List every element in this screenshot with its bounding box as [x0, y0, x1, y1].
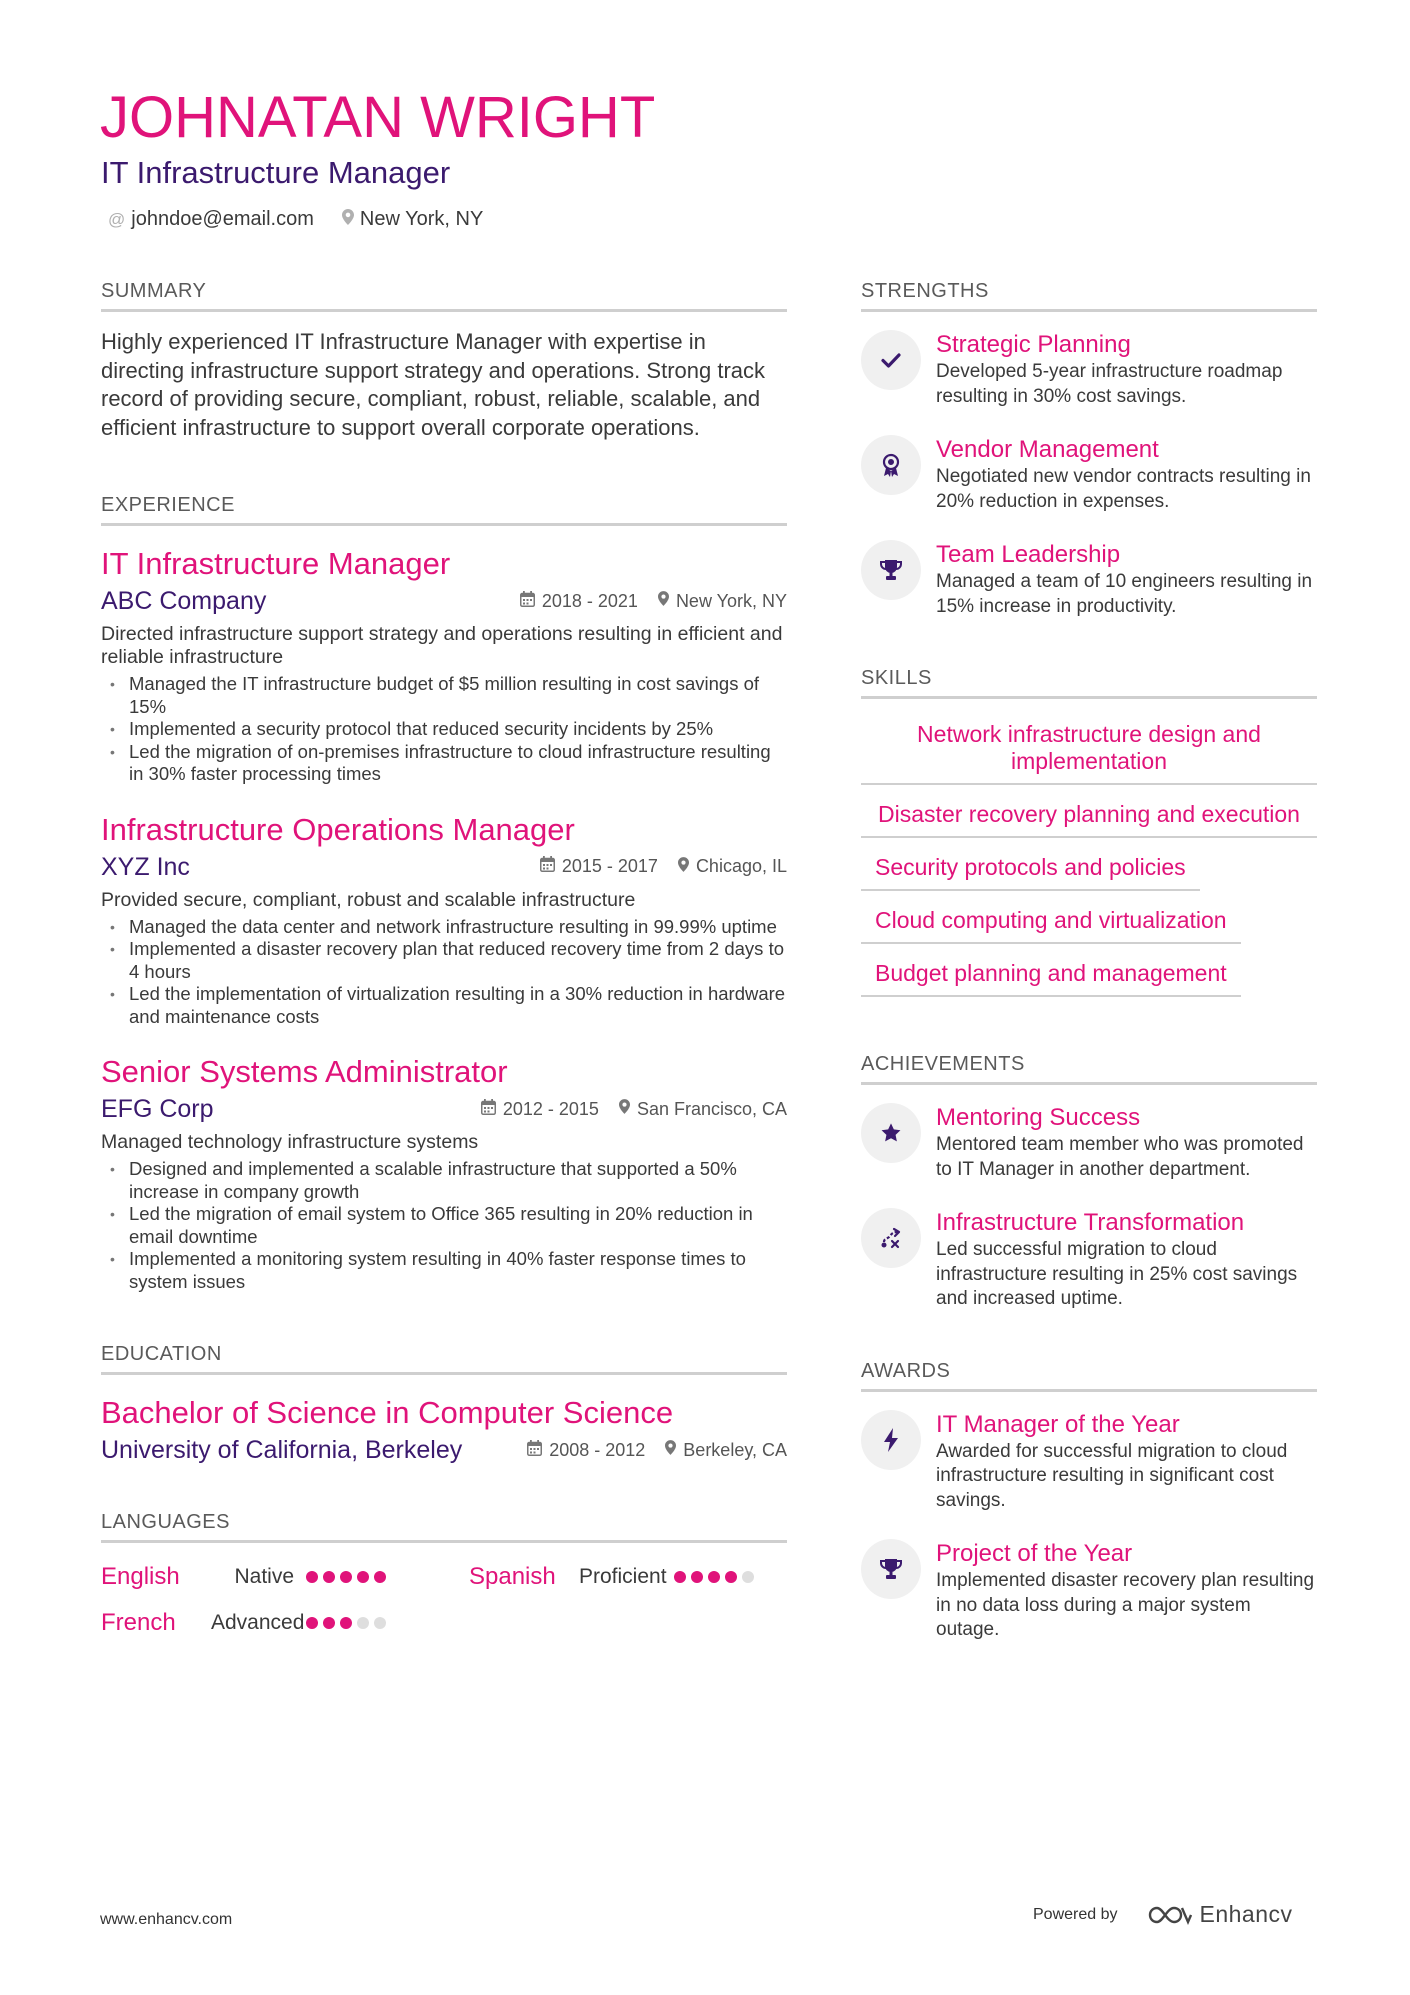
location-pin-icon — [665, 1440, 676, 1460]
calendar-icon — [481, 1099, 496, 1120]
achievements-heading: ACHIEVEMENTS — [861, 1051, 1317, 1085]
language-level: Native — [234, 1565, 294, 1588]
rating-dot-filled — [691, 1571, 703, 1583]
job-title: Senior Systems Administrator — [101, 1054, 508, 1089]
check-icon — [861, 330, 921, 390]
location-pin-icon — [342, 209, 354, 230]
brand-name: Enhancv — [1199, 1901, 1293, 1927]
award-body — [936, 1539, 1317, 1643]
job-entry — [101, 546, 787, 786]
trophy-icon — [861, 540, 921, 600]
job-dates — [540, 856, 658, 877]
achievement-body — [936, 1103, 1317, 1182]
degree-title: Bachelor of Science in Computer Science — [101, 1395, 674, 1430]
contact-bar — [108, 208, 483, 231]
education-subheader — [101, 1435, 787, 1465]
summary-text: Highly experienced IT Infrastructure Manager with expertise in directing infrastructure support strategy and operations. Strong track record of providing secure, compliant, robust, reliable, scalable, and efficient infrastructure to support overall corporate operations. — [101, 329, 766, 440]
skill-tag: Network infrastructure design and implementation — [861, 713, 1317, 785]
rating-dot-empty — [357, 1617, 369, 1629]
job-bullets — [101, 916, 787, 1029]
job-location — [619, 1099, 787, 1120]
path-arrow-icon — [861, 1208, 921, 1268]
achievement-item — [861, 1103, 1317, 1182]
skills-heading: SKILLS — [861, 665, 1317, 699]
email-text: johndoe@email.com — [131, 208, 314, 230]
language-rating — [306, 1571, 386, 1583]
location-text: Berkeley, CA — [683, 1439, 787, 1460]
dates-text: 2012 - 2015 — [502, 1098, 599, 1119]
job-meta — [481, 1099, 787, 1120]
candidate-headline: IT Infrastructure Manager — [101, 155, 451, 190]
award-body — [936, 1410, 1317, 1514]
rating-dot-filled — [708, 1571, 720, 1583]
rating-dot-filled — [323, 1571, 335, 1583]
award-item — [861, 1539, 1317, 1643]
company-name: XYZ Inc — [101, 852, 190, 881]
award-title: IT Manager of the Year — [936, 1410, 1180, 1438]
bullet-item: • Managed the data center and network infrastructure resulting in 99.99% uptime — [101, 916, 787, 939]
award-description: Awarded for successful migration to cloud infrastructure resulting in significant cost savings. — [936, 1440, 1288, 1511]
location-text: New York, NY — [359, 208, 484, 230]
rating-dot-filled — [306, 1617, 318, 1629]
achievement-item — [861, 1208, 1317, 1312]
strength-title: Vendor Management — [936, 436, 1159, 463]
dates-text: 2018 - 2021 — [541, 590, 638, 611]
at-icon: @ — [108, 209, 126, 229]
bullet-item: • Led the migration of on-premises infrastructure to cloud infrastructure resulting in 30% faster processing times — [101, 741, 787, 786]
left-column — [101, 278, 787, 1637]
candidate-name: JOHNATAN WRIGHT — [100, 85, 656, 150]
achievement-body — [936, 1208, 1317, 1312]
languages-heading: LANGUAGES — [101, 1509, 787, 1543]
job-subheader — [101, 852, 787, 882]
lightning-icon — [861, 1410, 921, 1470]
rating-dot-filled — [340, 1571, 352, 1583]
education-meta — [527, 1440, 787, 1461]
strength-body — [936, 435, 1317, 514]
location-pin-icon — [678, 857, 689, 877]
education-location — [665, 1440, 787, 1461]
rating-dot-filled — [357, 1571, 369, 1583]
job-entry — [101, 1054, 787, 1293]
education-dates — [527, 1440, 645, 1461]
summary-heading: SUMMARY — [101, 278, 787, 312]
footer-website[interactable]: www.enhancv.com — [100, 1911, 233, 1928]
job-location — [678, 856, 787, 877]
strength-title: Team Leadership — [936, 541, 1121, 568]
dates-text: 2008 - 2012 — [549, 1439, 646, 1460]
strength-description: Developed 5-year infrastructure roadmap resulting in 30% cost savings. — [936, 361, 1283, 407]
award-title: Project of the Year — [936, 1540, 1133, 1567]
skills-list — [861, 713, 1317, 997]
bullet-item: • Managed the IT infrastructure budget of $5 million resulting in cost savings of 15% — [101, 673, 787, 718]
job-title: Infrastructure Operations Manager — [101, 811, 575, 847]
strength-description: Managed a team of 10 engineers resulting in 15% increase in productivity. — [936, 571, 1313, 617]
job-dates — [481, 1099, 599, 1120]
languages-list — [101, 1563, 787, 1637]
strength-description: Negotiated new vendor contracts resulting in 20% reduction in expenses. — [936, 466, 1311, 512]
calendar-icon — [540, 856, 555, 877]
rating-dot-empty — [374, 1617, 386, 1629]
bullet-item: • Implemented a monitoring system resulting in 40% faster response times to system issues — [101, 1248, 787, 1293]
award-ribbon-icon — [861, 435, 921, 495]
job-description: Provided secure, compliant, robust and scalable infrastructure — [101, 888, 636, 911]
award-description: Implemented disaster recovery plan resulting in no data loss during a major system outage. — [936, 1570, 1315, 1640]
dates-text: 2015 - 2017 — [561, 856, 658, 876]
calendar-icon — [520, 591, 535, 612]
rating-dot-filled — [323, 1617, 335, 1629]
contact-email[interactable] — [108, 208, 314, 231]
job-description: Directed infrastructure support strategy and operations resulting in efficient and reliable infrastructure — [101, 623, 783, 668]
job-subheader — [101, 586, 787, 616]
bullet-item: • Led the migration of email system to Office 365 resulting in 20% reduction in email downtime — [101, 1203, 787, 1248]
rating-dot-filled — [674, 1571, 686, 1583]
experience-heading: EXPERIENCE — [101, 492, 787, 526]
job-description: Managed technology infrastructure systems — [101, 1131, 479, 1153]
contact-location — [342, 208, 483, 231]
achievement-description: Mentored team member who was promoted to IT Manager in another department. — [936, 1134, 1304, 1180]
language-item — [101, 1563, 419, 1591]
skill-tag: Budget planning and management — [861, 952, 1241, 997]
enhancv-logo-icon — [1146, 1904, 1192, 1926]
rating-dot-filled — [306, 1571, 318, 1583]
skill-tag: Cloud computing and virtualization — [861, 899, 1241, 944]
achievement-description: Led successful migration to cloud infrastructure resulting in 25% cost savings and increased uptime. — [936, 1239, 1298, 1309]
skill-tag: Security protocols and policies — [861, 846, 1200, 891]
language-rating — [306, 1617, 386, 1629]
job-bullets — [101, 673, 787, 786]
location-text: New York, NY — [675, 590, 787, 611]
strengths-heading: STRENGTHS — [861, 278, 1317, 312]
strength-item — [861, 540, 1317, 619]
location-text: Chicago, IL — [695, 856, 787, 876]
achievement-title: Infrastructure Transformation — [936, 1209, 1245, 1236]
brand-logo[interactable] — [1146, 1901, 1293, 1928]
right-column — [861, 278, 1317, 1643]
job-subheader — [101, 1094, 787, 1124]
awards-heading: AWARDS — [861, 1358, 1317, 1392]
strength-body — [936, 330, 1317, 409]
trophy-icon — [861, 1539, 921, 1599]
bullet-item: • Designed and implemented a scalable infrastructure that supported a 50% increase in company growth — [101, 1158, 787, 1203]
rating-dot-filled — [374, 1571, 386, 1583]
footer-branding — [1033, 1901, 1293, 1928]
language-level: Proficient — [579, 1565, 667, 1588]
job-entry — [101, 812, 787, 1029]
rating-dot-filled — [340, 1617, 352, 1629]
language-name: English — [101, 1563, 180, 1590]
award-item — [861, 1410, 1317, 1514]
school-name: University of California, Berkeley — [101, 1436, 463, 1464]
education-heading: EDUCATION — [101, 1341, 787, 1375]
job-meta — [520, 591, 787, 612]
skill-tag: Disaster recovery planning and execution — [861, 793, 1317, 838]
bullet-item: • Implemented a security protocol that reduced security incidents by 25% — [101, 718, 787, 741]
job-title: IT Infrastructure Manager — [101, 546, 451, 581]
language-name: Spanish — [469, 1563, 556, 1590]
location-text: San Francisco, CA — [636, 1098, 787, 1119]
bullet-item: • Implemented a disaster recovery plan that reduced recovery time from 2 days to 4 hours — [101, 938, 787, 983]
language-item — [101, 1609, 419, 1637]
achievement-title: Mentoring Success — [936, 1104, 1141, 1131]
language-item — [469, 1563, 787, 1591]
calendar-icon — [527, 1440, 542, 1461]
location-pin-icon — [658, 591, 669, 611]
strength-item — [861, 435, 1317, 514]
job-location — [658, 591, 787, 612]
company-name: ABC Company — [101, 587, 267, 615]
strength-body — [936, 540, 1317, 619]
job-bullets — [101, 1158, 787, 1293]
powered-by-label: Powered by — [1033, 1905, 1118, 1923]
job-meta — [540, 856, 787, 877]
strength-title: Strategic Planning — [936, 331, 1131, 358]
language-name: French — [101, 1609, 176, 1636]
rating-dot-empty — [742, 1571, 754, 1583]
rating-dot-filled — [725, 1571, 737, 1583]
location-pin-icon — [619, 1099, 630, 1119]
language-rating — [674, 1571, 754, 1583]
language-level: Advanced — [211, 1611, 305, 1634]
strength-item — [861, 330, 1317, 409]
company-name: EFG Corp — [101, 1095, 214, 1123]
job-dates — [520, 591, 638, 612]
star-icon — [861, 1103, 921, 1163]
bullet-item: • Led the implementation of virtualization resulting in a 30% reduction in hardware and maintenance costs — [101, 983, 787, 1028]
